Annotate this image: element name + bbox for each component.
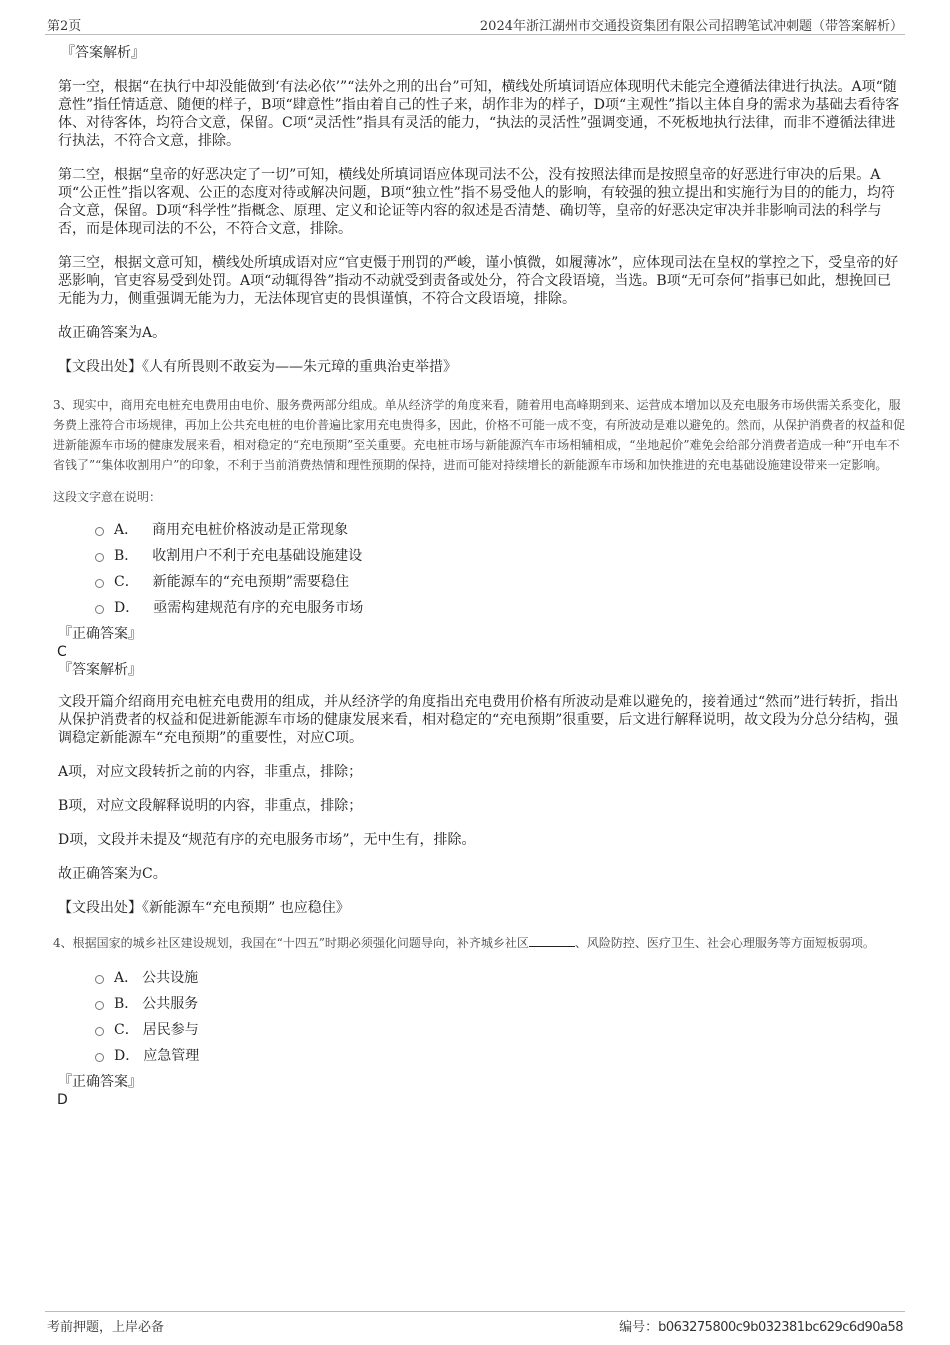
q3-option-c[interactable]: C． 新能源车的“充电预期”需要稳住 bbox=[95, 573, 905, 599]
document-code: 编号：b063275800c9b032381bc629c6d90a58 bbox=[619, 1320, 903, 1335]
page-footer bbox=[45, 1311, 905, 1336]
q2-analysis-para1: 第一空，根据“在执行中却没能做到‘有法必依’”“法外之刑的出台”可知，横线处所填词语应体现明代未能完全遵循法律进行执法。A项“随意性”指任情适意、随便的样子，B项“肆意性”指由着自己的性子来，胡作非为的样子，D项“主观性”指以主体自身的需求为基础去看待客体、对待客体，均符合文意，保留。C项“灵活性”指具有灵活的能力，“执法的灵活性”强调变通，不死板地执行法律，而非不遵循法律进行执法，不符合文意，排除。 bbox=[58, 79, 900, 149]
q3-analysis: 文段开篇介绍商用充电桩充电费用的组成，并从经济学的角度指出充电费用价格有所波动是难以避免的，接着通过“然而”进行转折，指出从保护消费者的权益和促进新能源车市场的健康发展来看，相对稳定的“充电预期”很重要，后文进行解释说明，故文段为分总分结构，强调稳定新能源车“充电预期”的重要性，对应C项。 bbox=[58, 694, 899, 746]
q3-options bbox=[95, 521, 905, 625]
q2-conclusion: 故正确答案为A。 bbox=[58, 325, 167, 341]
q2-analysis-para3: 第三空，根据文意可知，横线处所填成语对应“官吏慑于刑罚的严峻，谨小慎微，如履薄冰”，应体现司法在皇权的掌控之下，受皇帝的好恶影响，官吏容易受到处罚。A项“动辄得咎”指动不动就受到责备或处分，符合文段语境，当选。B项“无可奈何”指事已如此，想挽回已无能为力，侧重强调无能为力，无法体现官吏的畏惧谨慎，不符合文段语境，排除。 bbox=[58, 255, 899, 307]
radio-icon[interactable] bbox=[95, 553, 104, 562]
q3-d-note: D项，文段并未提及“规范有序的充电服务市场”，无中生有，排除。 bbox=[58, 832, 476, 848]
footer-slogan: 考前押题，上岸必备 bbox=[47, 1320, 165, 1335]
page-content bbox=[53, 44, 906, 1109]
radio-icon[interactable] bbox=[95, 605, 104, 614]
page-header bbox=[45, 12, 905, 35]
answer-blank bbox=[529, 934, 575, 947]
q3-prompt: 这段文字意在说明： bbox=[53, 490, 162, 504]
q4-option-d[interactable]: D． 应急管理 bbox=[95, 1047, 905, 1073]
radio-icon[interactable] bbox=[95, 579, 104, 588]
radio-icon[interactable] bbox=[95, 975, 104, 984]
q3-analysis-label: 『答案解析』 bbox=[58, 662, 142, 678]
q4-stem: 4、根据国家的城乡社区建设规划，我国在“十四五”时期必须强化问题导向，补齐城乡社区 、风险防控、医疗卫生、社会心理服务等方面短板弱项。 bbox=[53, 936, 875, 950]
q3-a-note: A项，对应文段转折之前的内容，非重点，排除； bbox=[58, 764, 363, 780]
radio-icon[interactable] bbox=[95, 1053, 104, 1062]
q3-stem: 3、现实中，商用充电桩充电费用由电价、服务费两部分组成。单从经济学的角度来看，随着用电高峰期到来、运营成本增加以及充电服务市场供需关系变化，服务费上涨符合市场规律，再加上公共充电桩的电价普遍比家用充电贵得多，因此，价格不可能一成不变，有所波动是难以避免的。然而，从保护消费者的权益和促进新能源车市场的健康发展来看，相对稳定的“充电预期”至关重要。充电桩市场与新能源汽车市场相辅相成，“坐地起价”难免会给部分消费者造成一种“开电车不省钱了”“集体收割用户”的印象，不利于当前消费热情和理性预期的保持，进而可能对持续增长的新能源车市场和加快推进的充电基础设施建设带来一定影响。 bbox=[53, 398, 906, 472]
q4-option-b[interactable]: B． 公共服务 bbox=[95, 995, 905, 1021]
q4-option-c[interactable]: C． 居民参与 bbox=[95, 1021, 905, 1047]
q4-correct-label: 『正确答案』 bbox=[58, 1074, 142, 1090]
q3-option-d[interactable]: D． 亟需构建规范有序的充电服务市场 bbox=[95, 599, 905, 625]
q2-source: 【文段出处】《人有所畏则不敢妄为——朱元璋的重典治吏举措》 bbox=[58, 359, 457, 375]
document-title: 2024年浙江湖州市交通投资集团有限公司招聘笔试冲刺题（带答案解析） bbox=[479, 19, 903, 34]
q4-option-a[interactable]: A． 公共设施 bbox=[95, 969, 905, 995]
radio-icon[interactable] bbox=[95, 1001, 104, 1010]
q3-option-a[interactable]: A． 商用充电桩价格波动是正常现象 bbox=[95, 521, 905, 547]
q4-options bbox=[95, 969, 905, 1073]
q3-source: 【文段出处】《新能源车“充电预期” 也应稳住》 bbox=[58, 900, 350, 916]
page-number: 第2页 bbox=[47, 19, 82, 34]
q3-correct-answer: C bbox=[57, 644, 67, 660]
q2-analysis-para2: 第二空，根据“皇帝的好恶决定了一切”可知，横线处所填词语应体现司法不公，没有按照法律而是按照皇帝的好恶进行审决的后果。A项“公正性”指以客观、公正的态度对待或解决问题，B项“独立性”指不易受他人的影响，有较强的独立提出和实施行为目的的能力，均符合文意，保留。D项“科学性”指概念、原理、定义和论证等内容的叙述是否清楚、确切等，皇帝的好恶决定审决并非影响司法的科学与否，而是体现司法的不公，不符合文意，排除。 bbox=[58, 167, 895, 237]
q3-option-b[interactable]: B． 收割用户不利于充电基础设施建设 bbox=[95, 547, 905, 573]
q2-analysis-label: 『答案解析』 bbox=[61, 45, 145, 61]
q3-correct-label: 『正确答案』 bbox=[58, 626, 142, 642]
radio-icon[interactable] bbox=[95, 527, 104, 536]
q3-b-note: B项，对应文段解释说明的内容，非重点，排除； bbox=[58, 798, 363, 814]
radio-icon[interactable] bbox=[95, 1027, 104, 1036]
q4-correct-answer: D bbox=[57, 1092, 68, 1108]
q3-conclusion: 故正确答案为C。 bbox=[58, 866, 167, 882]
